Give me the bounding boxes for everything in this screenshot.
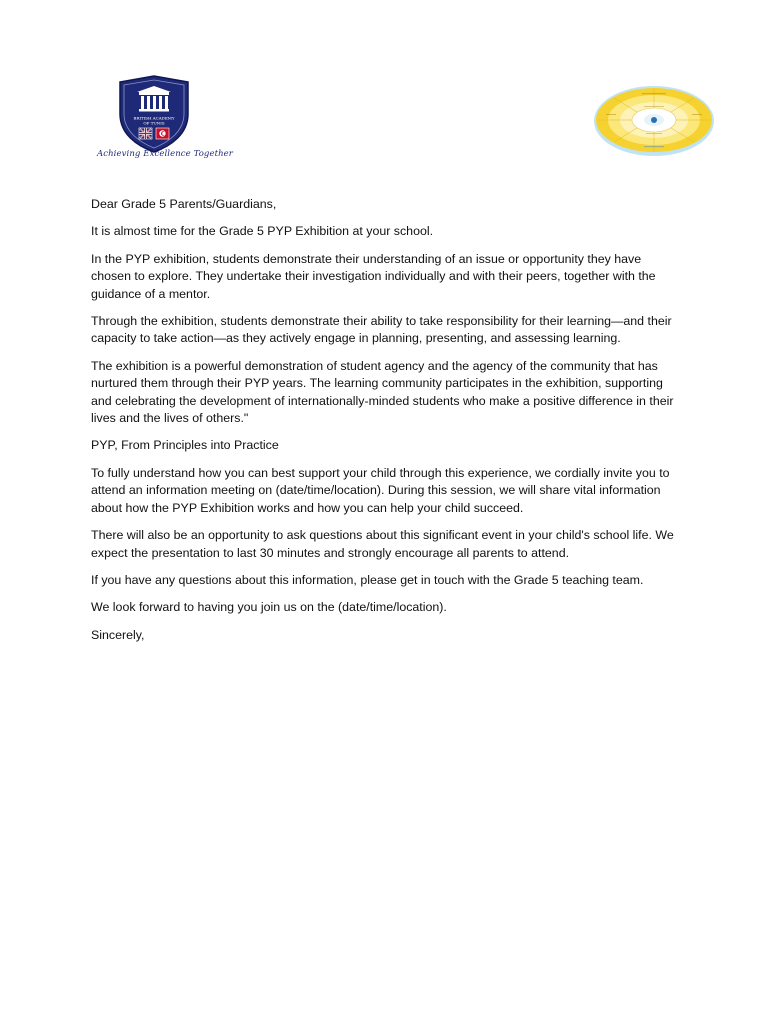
letter-salutation: Dear Grade 5 Parents/Guardians,: [91, 197, 277, 211]
letter-paragraph: To fully understand how you can best support your child through this experience, we cordially invite you to attend an information meeting on (date/time/location). During this session, we will share vital information about how the PYP Exhibition works and how you can help your child succeed.: [91, 465, 670, 515]
letter-paragraph: If you have any questions about this information, please get in touch with the Grade 5 teaching team.: [91, 572, 644, 587]
shield-icon: [95, 74, 213, 154]
svg-text:BRITISH ACADEMY: BRITISH ACADEMY: [133, 115, 175, 121]
pyp-programme-model-icon: [592, 84, 716, 158]
letter-paragraph: It is almost time for the Grade 5 PYP Exhibition at your school.: [91, 224, 434, 239]
pyp-programme-model-logo: [592, 84, 716, 158]
letter-paragraph: The exhibition is a powerful demonstration of student agency and the agency of the community that has nurtured them through their PYP years. The learning community participates in the exhibition, supporting and celebrating the development of internationally-minded students who make a positive difference in their lives and the lives of others.": [91, 358, 674, 426]
letter-citation: PYP, From Principles into Practice: [91, 438, 279, 453]
letter-paragraph: Through the exhibition, students demonstrate their ability to take responsibility for their learning—and their capacity to take action—as they actively engage in planning, presenting, and assessing learning.: [91, 314, 672, 346]
letter-body: [91, 196, 681, 654]
letter-closing: Sincerely,: [91, 627, 145, 642]
school-motto: Achieving Excellence Together: [97, 149, 233, 159]
letter-paragraph: In the PYP exhibition, students demonstrate their understanding of an issue or opportunity they have chosen to explore. They undertake their investigation individually and with their peers, together with the guidance of a mentor.: [91, 251, 656, 301]
svg-text:OF TUNIS: OF TUNIS: [143, 120, 165, 126]
letter-paragraph: We look forward to having you join us on the (date/time/location).: [91, 600, 447, 615]
letter-paragraph: There will also be an opportunity to ask questions about this significant event in your child's school life. We expect the presentation to last 30 minutes and strongly encourage all parents to attend.: [91, 528, 674, 560]
